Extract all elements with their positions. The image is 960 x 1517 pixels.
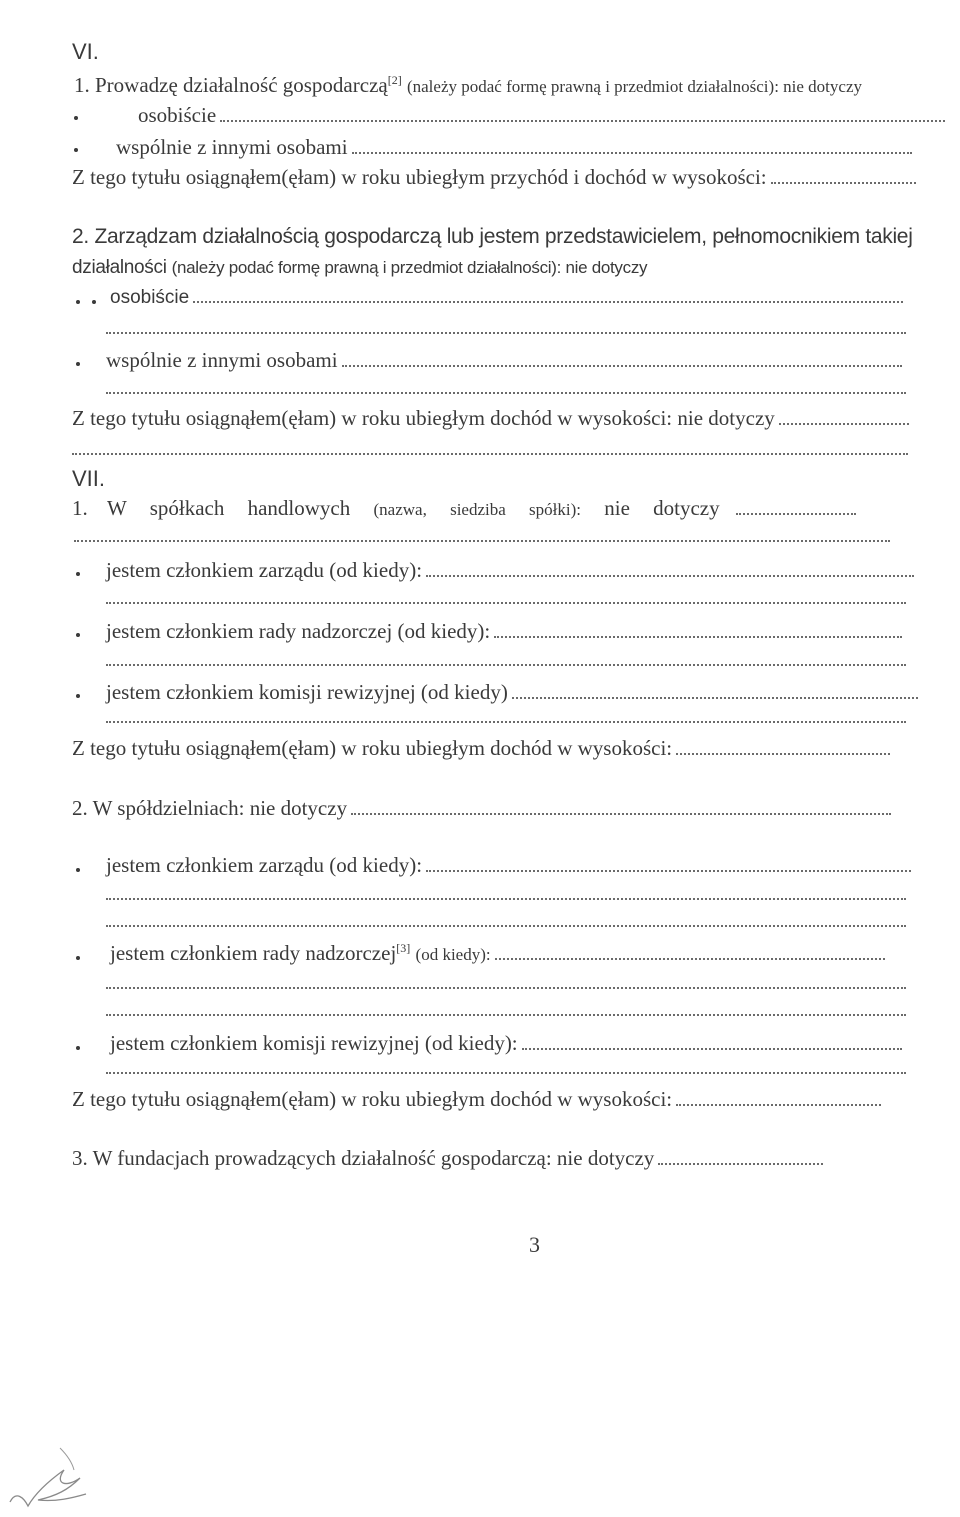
vii-income-4-text: Z tego tytułu osiągnąłem(ęłam) w roku ubiegłym dochód w wysokości:	[72, 1087, 673, 1111]
bullet-icon	[76, 956, 80, 960]
vi-income-2	[72, 406, 909, 430]
bullet-icon	[76, 300, 80, 304]
bullet-icon	[76, 572, 80, 576]
fill-line	[106, 389, 906, 394]
fill-dots	[351, 809, 891, 815]
bullet-icon	[74, 116, 78, 120]
fill-dots	[495, 954, 885, 960]
vii-rada-2	[110, 941, 885, 967]
vii-item-1-word: dotyczy	[653, 496, 720, 520]
vi-item-2-line2	[72, 256, 647, 280]
fill-line	[72, 450, 908, 455]
fill-dots	[342, 361, 902, 367]
fill-line	[106, 329, 906, 334]
vii-zarzad-2	[106, 853, 911, 877]
fill-line	[106, 895, 906, 900]
page-number: 3	[529, 1232, 540, 1257]
vi-wspolnie-label: wspólnie z innymi osobami	[116, 135, 348, 159]
vii-item-1-word: (nazwa,	[373, 500, 427, 519]
vi-osobiscie	[138, 103, 945, 127]
vi-osobiscie-2	[110, 286, 903, 310]
bullet-icon	[76, 868, 80, 872]
vi-osobiscie-label: osobiście	[138, 103, 217, 127]
vi-item-2-number: 2.	[72, 225, 89, 248]
fill-dots	[676, 749, 890, 755]
vii-income-4	[72, 1087, 881, 1111]
vii-item-1-word: handlowych	[247, 496, 351, 520]
fill-line	[106, 599, 906, 604]
section-vii-heading: VII.	[72, 466, 106, 491]
vi-wspolnie	[116, 135, 912, 159]
vi-item-1-number: 1.	[74, 73, 90, 97]
bullet-icon	[76, 1046, 80, 1050]
vi-item-2-text: Zarządzam działalnością gospodarczą lub jestem przedstawicielem, pełnomocnikiem takiej	[94, 225, 913, 248]
fill-dots	[512, 693, 918, 699]
fill-dots	[494, 632, 902, 638]
fill-dots	[426, 866, 911, 872]
fill-line	[74, 537, 890, 542]
vii-rada-2-tail: (od kiedy):	[415, 945, 491, 964]
bullet-icon	[76, 633, 80, 637]
vi-income-2-text: Z tego tytułu osiągnąłem(ęłam) w roku ubiegłym dochód w wysokości: nie dotyczy	[72, 406, 775, 430]
fill-dots	[736, 509, 856, 515]
fill-line	[106, 718, 906, 723]
fill-dots	[220, 116, 945, 122]
vi-item-2	[72, 225, 913, 249]
vii-item-1-number: 1.	[72, 496, 88, 520]
vi-item-1	[74, 73, 862, 99]
vi-item-2-text2: działalności	[72, 257, 167, 278]
vi-item-1-note: (należy podać formę prawną i przedmiot działalności): nie dotyczy	[406, 77, 863, 96]
bullet-icon	[92, 300, 96, 304]
vii-item-1-word: siedziba	[450, 500, 506, 519]
vii-rada-2-footnote: [3]	[396, 941, 411, 955]
vi-osobiscie-2-label: osobiście	[110, 287, 190, 308]
bullet-icon	[76, 362, 80, 366]
vii-komisja-1	[106, 680, 918, 704]
vi-item-1-text: Prowadzę działalność gospodarczą	[95, 73, 388, 97]
section-vi-heading: VI.	[72, 39, 99, 64]
vii-zarzad-2-label: jestem członkiem zarządu (od kiedy):	[106, 853, 423, 877]
fill-dots	[779, 419, 909, 425]
signature-image	[2, 1440, 102, 1517]
fill-dots	[522, 1044, 902, 1050]
fill-line	[106, 661, 906, 666]
vi-income-1	[72, 165, 916, 189]
vii-item-2	[72, 796, 891, 820]
vi-wspolnie-2	[106, 348, 902, 372]
vii-rada-2-label: jestem członkiem rady nadzorczej	[110, 941, 397, 965]
bullet-icon	[74, 148, 78, 152]
vii-zarzad-1	[106, 558, 914, 582]
vii-income-3	[72, 736, 890, 760]
fill-dots	[193, 297, 903, 303]
vii-item-1-word: spółki):	[529, 500, 581, 519]
fill-dots	[658, 1159, 823, 1165]
vii-komisja-2	[110, 1031, 902, 1055]
vii-zarzad-1-label: jestem członkiem zarządu (od kiedy):	[106, 558, 423, 582]
vii-item-3-text: 3. W fundacjach prowadzących działalność gospodarczą: nie dotyczy	[72, 1146, 655, 1170]
vii-item-1	[72, 496, 856, 522]
vii-item-2-text: 2. W spółdzielniach: nie dotyczy	[72, 796, 348, 820]
fill-line	[106, 1069, 906, 1074]
bullet-icon	[76, 694, 80, 698]
vii-rada-1	[106, 619, 902, 643]
vii-komisja-2-label: jestem członkiem komisji rewizyjnej (od kiedy):	[110, 1031, 518, 1055]
fill-dots	[771, 178, 916, 184]
vii-item-1-word: W	[107, 496, 127, 520]
vii-komisja-1-label: jestem członkiem komisji rewizyjnej (od kiedy)	[106, 680, 508, 704]
vii-income-3-text: Z tego tytułu osiągnąłem(ęłam) w roku ubiegłym dochód w wysokości:	[72, 736, 673, 760]
vi-wspolnie-2-label: wspólnie z innymi osobami	[106, 348, 338, 372]
vii-rada-1-label: jestem członkiem rady nadzorczej (od kiedy):	[106, 619, 491, 643]
signature-icon	[2, 1440, 102, 1512]
fill-line	[106, 1011, 906, 1016]
vii-item-1-word: spółkach	[149, 496, 225, 520]
fill-dots	[676, 1100, 881, 1106]
fill-dots	[426, 571, 914, 577]
vi-income-1-text: Z tego tytułu osiągnąłem(ęłam) w roku ubiegłym przychód i dochód w wysokości:	[72, 165, 767, 189]
fill-line	[106, 984, 906, 989]
vii-item-3	[72, 1146, 823, 1170]
fill-dots	[352, 148, 912, 154]
vi-item-2-note: (należy podać formę prawną i przedmiot działalności): nie dotyczy	[171, 258, 648, 277]
vii-item-1-word: nie	[604, 496, 630, 520]
fill-line	[106, 922, 906, 927]
vi-item-1-footnote: [2]	[387, 73, 402, 87]
